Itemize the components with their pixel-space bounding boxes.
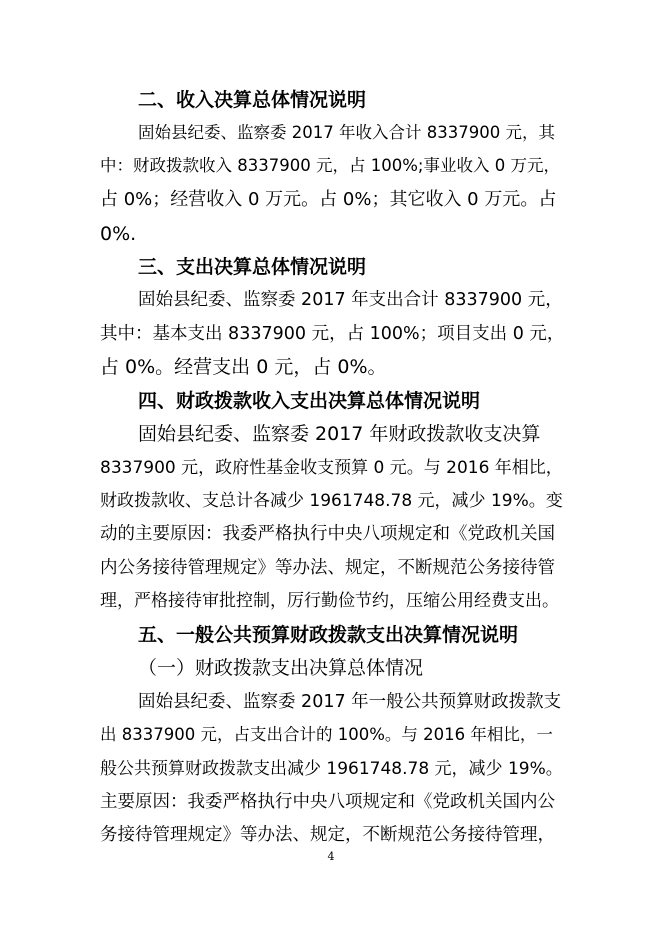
paragraph-line: 固始县纪委、监察委 2017 年一般公共预算财政拨款支 xyxy=(138,692,562,712)
section-heading-general-budget: 五、一般公共预算财政拨款支出决算情况说明 xyxy=(138,624,519,646)
subsection-heading: （一）财政拨款支出决算总体情况 xyxy=(138,657,424,679)
section-heading-income: 二、收入决算总体情况说明 xyxy=(138,89,367,111)
paragraph-line: 财政拨款收、支总计各减少 1961748.78 元，减少 19%。变 xyxy=(100,491,563,511)
paragraph-line: 固始县纪委、监察委 2017 年收入合计 8337900 元，其 xyxy=(138,123,555,142)
paragraph-line: 中：财政拨款收入 8337900 元，占 100%;事业收入 0 万元， xyxy=(100,156,560,175)
paragraph-line: 8337900 元，政府性基金收支预算 0 元。与 2016 年相比， xyxy=(100,458,563,478)
paragraph-line: 理，严格接待审批控制，厉行勤俭节约，压缩公用经费支出。 xyxy=(100,591,559,611)
paragraph-line: 固始县纪委、监察委 2017 年财政拨款收支决算 xyxy=(138,423,541,445)
paragraph-line: 其中：基本支出 8337900 元，占 100%；项目支出 0 元， xyxy=(100,324,565,344)
section-heading-expenditure: 三、支出决算总体情况说明 xyxy=(138,256,367,278)
paragraph-line: 出 8337900 元，占支出合计的 100%。与 2016 年相比，一 xyxy=(100,725,553,744)
paragraph-line: 般公共预算财政拨款支出减少 1961748.78 元，减少 19%。 xyxy=(100,759,563,779)
paragraph-line: 0%. xyxy=(100,223,137,245)
page-number: 4 xyxy=(327,850,335,863)
paragraph-line: 固始县纪委、监察委 2017 年支出合计 8337900 元， xyxy=(138,290,563,310)
paragraph-line: 务接待管理规定》等办法、规定，不断规范公务接待管理， xyxy=(100,825,555,845)
paragraph-line: 内公务接待管理规定》等办法、规定，不断规范公务接待管 xyxy=(100,558,555,578)
paragraph-line: 占 0%；经营收入 0 万元。占 0%；其它收入 0 万元。占 xyxy=(100,189,557,210)
paragraph-line: 主要原因：我委严格执行中央八项规定和《党政机关国内公 xyxy=(100,792,555,812)
paragraph-line: 占 0%。经营支出 0 元，占 0%。 xyxy=(100,356,387,378)
paragraph-line: 动的主要原因：我委严格执行中央八项规定和《党政机关国 xyxy=(100,524,555,544)
section-heading-fiscal-appropriation: 四、财政拨款收入支出决算总体情况说明 xyxy=(138,390,481,412)
